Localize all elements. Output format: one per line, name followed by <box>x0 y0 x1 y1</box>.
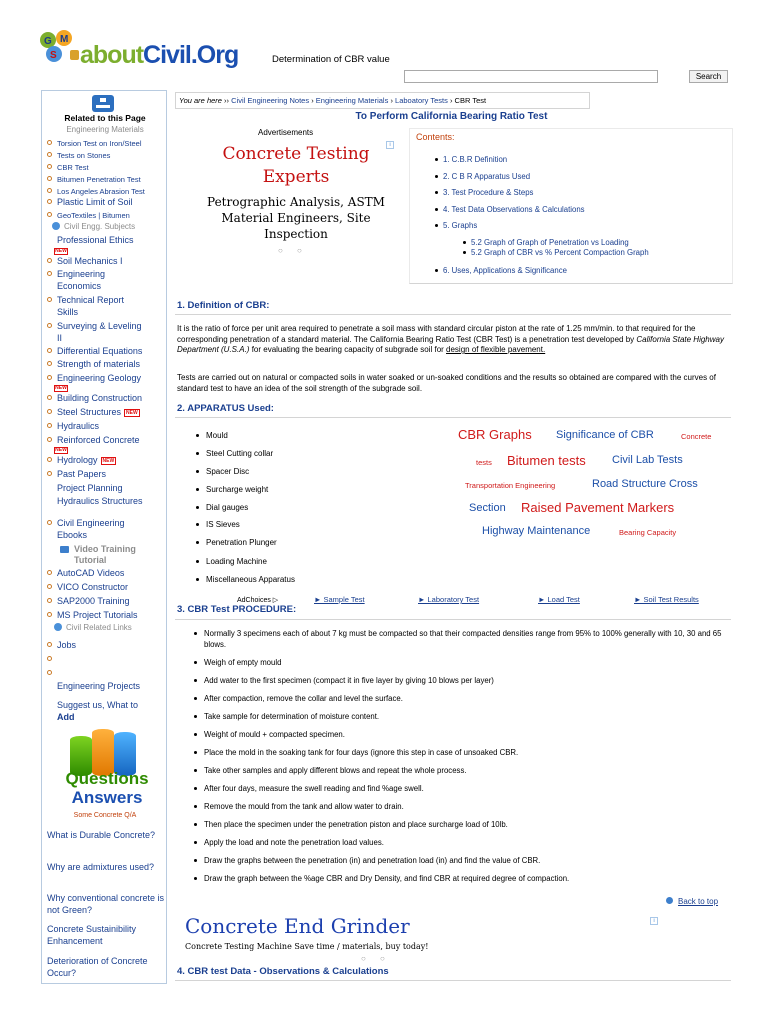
procedure-step: Take other samples and apply different blows and repeat the whole process. <box>204 766 724 777</box>
toc-item-graph-penetration[interactable]: 5.2 Graph of Graph of Penetration vs Loading <box>471 238 629 247</box>
tag-bearing-capacity[interactable]: Bearing Capacity <box>619 528 677 537</box>
new-badge: NEW <box>55 385 67 391</box>
sidebar-item-label: Differential Equations <box>57 346 143 356</box>
procedure-step: Weigh of empty mould <box>204 658 724 669</box>
sidebar-item-label: Plastic Limit of Soil <box>57 197 133 207</box>
sidebar-item-label: Technical Report <box>57 295 125 305</box>
sidebar-item-civil-engineering[interactable] <box>47 518 125 529</box>
tag-civil-lab-tests[interactable]: Civil Lab Tests <box>612 454 683 466</box>
contents-label: Contents: <box>416 132 455 142</box>
svg-text:S: S <box>50 50 57 61</box>
procedure-step: Apply the load and note the penetration load values. <box>204 838 724 849</box>
site-logo[interactable] <box>80 40 238 70</box>
tag-concrete[interactable]: Concrete <box>681 432 712 441</box>
sidebar-item-label: Surveying & Leveling <box>57 321 142 331</box>
sidebar-item-label: Engineering <box>57 269 106 279</box>
procedure-step: Take sample for determination of moisture content. <box>204 712 724 723</box>
globe-icon <box>52 222 60 230</box>
sidebar-item-bitumen-penetration[interactable] <box>47 174 141 185</box>
sidebar-item-ms-project[interactable] <box>47 610 138 621</box>
bullet-icon <box>47 670 52 675</box>
sidebar-item-geotextiles[interactable] <box>47 210 130 221</box>
tag-cbr-graphs[interactable]: CBR Graphs <box>458 427 532 442</box>
sidebar-item-label: Professional Ethics <box>57 235 134 245</box>
bullet-icon <box>47 152 52 157</box>
toc-item-definition[interactable]: 1. C.B.R Definition <box>443 155 508 164</box>
bullet-icon <box>47 656 52 661</box>
breadcrumb-separator: › <box>449 96 453 105</box>
links-title-label: Civil Related Links <box>66 623 132 632</box>
sidebar-item-reinforced-concrete[interactable] <box>47 435 140 446</box>
bullet-icon <box>47 714 52 719</box>
bullet-icon <box>47 283 52 288</box>
sidebar-item-surveying[interactable] <box>47 321 142 332</box>
sidebar-item-label: Engineering Geology <box>57 373 142 383</box>
bullet-icon <box>47 702 52 707</box>
breadcrumb-current: CBR Test <box>454 96 487 105</box>
sidebar-bullet-empty <box>47 654 57 665</box>
sidebar-item-technical-report[interactable] <box>47 295 124 306</box>
page-heading: To Perform California Bearing Ratio Test <box>355 111 548 122</box>
qa-link-deterioration[interactable]: Deterioration of Concrete Occur? <box>47 956 148 978</box>
procedure-step: Draw the graphs between the penetration (in) and penetration load (in) and find the value of CBR. <box>204 856 724 867</box>
apparatus-item: Miscellaneous Apparatus <box>206 575 295 584</box>
bullet-icon <box>47 348 52 353</box>
bullet-icon <box>47 212 52 217</box>
apparatus-item: Steel Cutting collar <box>206 449 274 458</box>
sidebar-item-ebooks[interactable] <box>47 530 87 541</box>
ad-pager-dots[interactable]: ○ ○ <box>278 246 308 255</box>
bullet-icon <box>47 140 52 145</box>
bullet-icon <box>47 258 52 263</box>
sidebar-item-hydraulics[interactable] <box>47 421 99 432</box>
qa-link-not-green[interactable]: Why conventional concrete is not Green? <box>47 893 165 915</box>
sidebar-bullet-empty <box>47 668 57 679</box>
sidebar-item-project-planning[interactable] <box>47 483 123 494</box>
bullet-icon <box>47 498 52 503</box>
bullet-icon <box>47 361 52 366</box>
divider <box>175 619 731 620</box>
apparatus-item: Dial gauges <box>206 503 249 512</box>
definition-text-b: for evaluating the bearing capacity of subgrade soil for <box>249 345 447 354</box>
bullet-icon <box>47 423 52 428</box>
qa-link-sustainability[interactable]: Concrete Sustainibility Enhancement <box>47 924 137 946</box>
svg-text:M: M <box>60 34 69 45</box>
procedure-step: Add water to the first specimen (compact it in five layer by giving 10 blows per layer) <box>204 676 724 687</box>
section-heading-definition: 1. Definition of CBR: <box>177 300 270 311</box>
bullet-icon <box>47 485 52 490</box>
breadcrumb-separator: › <box>311 96 314 105</box>
qa-logo-questions: Questions <box>65 769 149 788</box>
sidebar-item-engineering-projects[interactable] <box>47 681 140 692</box>
sidebar-item-label: Economics <box>57 281 102 291</box>
sidebar-item-engineering[interactable] <box>47 269 105 280</box>
bullet-icon <box>47 612 52 617</box>
sidebar-item-tests-on-stones[interactable] <box>47 150 110 161</box>
breadcrumb-civil-notes[interactable]: Civil Engineering Notes <box>231 96 310 105</box>
sidebar-item-building-construction[interactable] <box>47 393 142 404</box>
divider <box>175 980 731 981</box>
procedure-step: After four days, measure the swell reading and find %age swell. <box>204 784 724 795</box>
qa-link-durable-concrete[interactable]: What is Durable Concrete? <box>47 830 156 840</box>
bullet-icon <box>47 176 52 181</box>
adchoices-icon[interactable]: i <box>386 141 394 149</box>
tag-tests[interactable]: tests <box>476 458 492 467</box>
qa-subtitle: Some Concrete Q/A <box>73 812 137 819</box>
new-badge: NEW <box>55 447 67 453</box>
definition-text-a: It is the ratio of force per unit area required to penetrate a soil mass with standard circular piston at the rate of 1.25 mm/min. to that required for the corresponding penetration of a standard material. The California Bearing Ratio Test (CBR Test) is a penetration test developed by <box>177 324 696 344</box>
toc-item-procedure[interactable]: 3. Test Procedure & Steps <box>443 188 534 197</box>
breadcrumb-prefix: You are here <box>179 96 222 105</box>
sidebar-item-label: VICO Constructor <box>57 582 129 592</box>
tag-highway-maintenance[interactable]: Highway Maintenance <box>482 525 591 537</box>
toc-item-observations[interactable]: 4. Test Data Observations & Calculations <box>443 205 585 214</box>
sidebar-item-label: Building Construction <box>57 393 143 403</box>
bullet-icon <box>47 375 52 380</box>
section-heading-observations: 4. CBR test Data - Observations & Calculations <box>177 966 389 977</box>
breadcrumb-engineering-materials[interactable]: Engineering Materials <box>315 96 389 105</box>
breadcrumb-separator: ›› <box>224 96 230 105</box>
procedure-step: Place the mold in the soaking tank for four days (ignore this step in case of unsoaked CBR. <box>204 748 724 759</box>
sidebar-item-label: Torsion Test on Iron/Steel <box>57 139 142 148</box>
sidebar-item-plastic-limit[interactable] <box>47 197 133 208</box>
sidebar-item-autocad-videos[interactable] <box>47 568 124 579</box>
bullet-icon <box>47 584 52 589</box>
sidebar-item-label: Tests on Stones <box>57 151 111 160</box>
procedure-step: Draw the graph between the %age CBR and Dry Density, and find CBR at required degree of compaction. <box>204 874 724 885</box>
sidebar-item-soil-mechanics[interactable] <box>47 256 123 267</box>
bullet-icon <box>47 237 52 242</box>
sidebar-subtitle: Engineering Materials <box>66 125 144 134</box>
related-link-load-test[interactable]: ► Load Test <box>538 595 580 604</box>
logo-icon[interactable] <box>40 30 80 66</box>
procedure-step: After compaction, remove the collar and level the surface. <box>204 694 724 705</box>
definition-text-italic: California State Highway Department (U.S.A.) <box>177 334 724 354</box>
back-to-top-icon[interactable] <box>666 897 673 904</box>
apparatus-item: Penetration Plunger <box>206 538 277 547</box>
sidebar-item-past-papers[interactable] <box>47 469 106 480</box>
sidebar-item-cbr-test[interactable] <box>47 162 89 173</box>
toc-item-apparatus[interactable]: 2. C B R Apparatus Used <box>443 172 531 181</box>
bullet-icon <box>47 297 52 302</box>
ad-label: Advertisements <box>258 128 314 137</box>
sidebar-item-label: Jobs <box>57 640 77 650</box>
adchoices-label[interactable]: AdChoices ▷ <box>237 597 279 604</box>
apparatus-item: Mould <box>206 431 228 440</box>
sidebar-item-skills[interactable] <box>47 307 78 318</box>
sidebar-item-sap2000[interactable] <box>47 596 130 607</box>
apparatus-item: IS Sieves <box>206 520 240 529</box>
bullet-icon <box>47 164 52 169</box>
tag-road-structure-cross[interactable]: Road Structure Cross <box>592 478 698 490</box>
ad2-pager-dots[interactable]: ○ ○ <box>361 954 391 963</box>
back-to-top-link[interactable]: Back to top <box>678 897 719 906</box>
video-icon <box>60 546 69 553</box>
qa-link-admixtures[interactable]: Why are admixtures used? <box>47 862 155 872</box>
sidebar-item-label: Engineering Projects <box>57 681 141 691</box>
sidebar-item-label: Hydraulics Structures <box>57 496 143 506</box>
sidebar-item-label: Soil Mechanics I <box>57 256 123 266</box>
bullet-icon <box>47 271 52 276</box>
sidebar-item-label: Project Planning <box>57 483 123 493</box>
sidebar-related-title: Related to this Page <box>64 113 146 123</box>
sidebar-item-label: Los Angeles Abrasion Test <box>57 187 145 196</box>
definition-paragraph-2: Tests are carried out on natural or compacted soils in water soaked or un-soaked conditions and the results so obtained are compared with the curves of standard test to have an idea of the soil strength of the subgrade soil. <box>177 373 716 393</box>
sitemap-icon <box>92 95 114 112</box>
subjects-title <box>52 222 135 231</box>
ad-body[interactable]: Petrographic Analysis, ASTM Material Engineers, Site Inspection <box>207 195 385 241</box>
ad2-title[interactable]: Concrete End Grinder <box>185 914 410 938</box>
logo-civil: Civil.Org <box>143 41 239 69</box>
header-page-title: Determination of CBR value <box>272 54 390 65</box>
sidebar-item-label: Past Papers <box>57 469 107 479</box>
sidebar-item-label: Suggest us, What to <box>57 700 139 710</box>
bullet-icon <box>47 471 52 476</box>
bullet-icon <box>47 457 52 462</box>
sidebar-item-label: CBR Test <box>57 163 89 172</box>
toc-item-graph-cbr[interactable]: 5.2 Graph of CBR vs % Percent Compaction Graph <box>471 248 649 257</box>
toc-item-graphs[interactable]: 5. Graphs <box>443 221 478 230</box>
sidebar-item-jobs[interactable] <box>47 640 76 651</box>
globe-icon <box>54 623 62 631</box>
sidebar-item-label: SAP2000 Training <box>57 596 130 606</box>
new-badge: NEW <box>55 248 67 254</box>
svg-text:G: G <box>44 36 52 47</box>
definition-text-underline: design of flexible pavement. <box>446 345 546 354</box>
sidebar-item-label: GeoTextiles | Bitumen <box>57 211 130 220</box>
sidebar-item-label: Skills <box>57 307 79 317</box>
sidebar-item-steel-structures[interactable] <box>47 407 140 418</box>
sidebar-item-label: Civil Engineering <box>57 518 125 528</box>
bullet-icon <box>47 323 52 328</box>
ad2-body[interactable]: Concrete Testing Machine Save time / materials, buy today! <box>185 942 429 951</box>
bullet-icon <box>47 199 52 204</box>
sidebar <box>41 90 167 984</box>
video-training-title: Video Training Tutorial <box>74 544 136 565</box>
new-badge: NEW <box>126 410 138 416</box>
sidebar-item-strength-materials[interactable] <box>47 359 140 370</box>
definition-paragraph <box>177 324 725 356</box>
divider <box>175 417 731 418</box>
section-heading-procedure: 3. CBR Test PROCEDURE: <box>177 604 297 615</box>
breadcrumb-lab-tests[interactable]: Laboatory Tests <box>395 96 448 105</box>
sidebar-item-label: Strength of materials <box>57 359 141 369</box>
logo-about: about <box>80 41 144 69</box>
sidebar-item-add[interactable] <box>47 712 75 723</box>
bullet-icon <box>47 395 52 400</box>
sidebar-item-suggest[interactable] <box>47 700 138 711</box>
bullet-icon <box>47 570 52 575</box>
tag-significance-cbr[interactable]: Significance of CBR <box>556 429 654 441</box>
sidebar-item-professional-ethics[interactable] <box>47 235 134 246</box>
procedure-step: Then place the specimen under the penetration piston and place surcharge load of 10lb. <box>204 820 724 831</box>
sidebar-item-label: MS Project Tutorials <box>57 610 138 620</box>
sidebar-item-label: Ebooks <box>57 530 88 540</box>
divider <box>175 314 731 315</box>
sidebar-item-surveying-ii[interactable] <box>47 333 62 344</box>
sidebar-item-label: Add <box>57 712 75 722</box>
bullet-icon <box>47 309 52 314</box>
subjects-title-label: Civil Engg. Subjects <box>64 222 136 231</box>
breadcrumb <box>175 92 590 109</box>
bullet-icon <box>47 437 52 442</box>
bullet-icon <box>47 683 52 688</box>
sidebar-item-label: Bitumen Penetration Test <box>57 175 141 184</box>
sidebar-item-hydraulics-structures[interactable] <box>47 496 143 507</box>
sidebar-item-differential-equations[interactable] <box>47 346 142 357</box>
sidebar-item-label: Hydraulics <box>57 421 100 431</box>
apparatus-item: Surcharge weight <box>206 485 269 494</box>
breadcrumb-separator: › <box>390 96 393 105</box>
bullet-icon <box>47 335 52 340</box>
procedure-step: Remove the mould from the tank and allow water to drain. <box>204 802 724 813</box>
ad-title[interactable]: Concrete Testing Experts <box>222 144 370 187</box>
links-title <box>54 623 132 632</box>
related-link-laboratory-test[interactable]: ► Laboratory Test <box>418 595 480 604</box>
sidebar-item-los-angeles[interactable] <box>47 186 145 197</box>
sidebar-item-label: II <box>57 333 63 343</box>
bullet-icon <box>47 598 52 603</box>
procedure-step: Normally 3 specimens each of about 7 kg must be compacted so that their compacted densities range from 95% to 100% generally with 10, 30 and 65 blows. <box>204 629 724 650</box>
procedure-step: Weight of mould + compacted specimen. <box>204 730 724 741</box>
tag-transportation-engineering[interactable]: Transportation Engineering <box>465 481 556 490</box>
sidebar-item-vico-constructor[interactable] <box>47 582 128 593</box>
related-link-soil-test-results[interactable]: ► Soil Test Results <box>634 595 699 604</box>
adchoices-icon[interactable]: i <box>650 917 658 925</box>
apparatus-item: Loading Machine <box>206 557 267 566</box>
tag-raised-pavement-markers[interactable]: Raised Pavement Markers <box>521 500 675 515</box>
bullet-icon <box>47 409 52 414</box>
bullet-icon <box>47 520 52 525</box>
sidebar-item-label: Hydrology <box>57 455 98 465</box>
bullet-icon <box>47 188 52 193</box>
bullet-icon <box>47 642 52 647</box>
tag-bitumen-tests[interactable]: Bitumen tests <box>507 453 586 468</box>
bullet-icon <box>47 532 52 537</box>
new-badge: NEW <box>102 458 115 464</box>
qa-logo-answers: Answers <box>71 788 143 807</box>
sidebar-item-hydrology[interactable] <box>47 455 116 466</box>
sidebar-item-engineering-geology[interactable] <box>47 373 141 384</box>
toc-item-uses[interactable]: 6. Uses, Applications & Significance <box>443 266 567 275</box>
section-heading-apparatus: 2. APPARATUS Used: <box>177 403 274 414</box>
search-button[interactable]: Search <box>689 70 728 83</box>
tag-section[interactable]: Section <box>469 502 506 514</box>
sidebar-item-label: Steel Structures <box>57 407 122 417</box>
sidebar-item-torsion-test[interactable] <box>47 138 142 149</box>
apparatus-item: Spacer Disc <box>206 467 250 476</box>
search-input[interactable] <box>404 70 658 83</box>
sidebar-item-label: Reinforced Concrete <box>57 435 140 445</box>
sidebar-item-economics[interactable] <box>47 281 101 292</box>
related-link-sample-test[interactable]: ► Sample Test <box>314 595 365 604</box>
sidebar-item-label: AutoCAD Videos <box>57 568 125 578</box>
